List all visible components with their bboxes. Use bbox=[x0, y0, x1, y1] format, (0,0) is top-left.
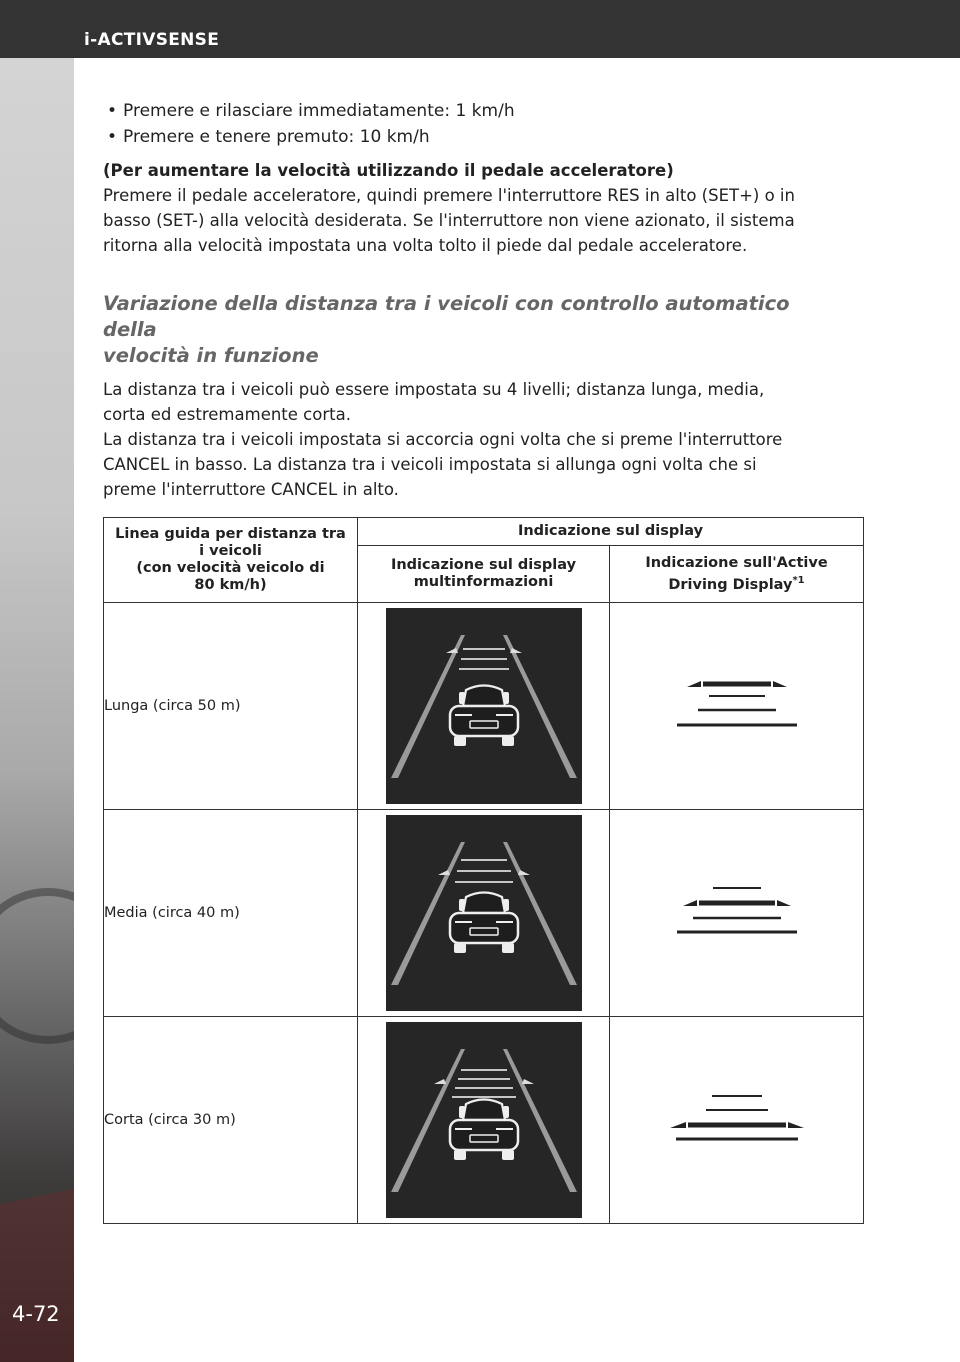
distance-table bbox=[103, 517, 864, 1224]
header-line: Linea guida per distanza tra bbox=[115, 526, 346, 542]
car-rear-icon bbox=[450, 893, 518, 954]
page-number: 4-72 bbox=[12, 1302, 60, 1326]
distance-label: Corta (circa 30 m) bbox=[104, 1017, 358, 1224]
active-driving-display-image bbox=[610, 810, 864, 1017]
footnote-marker: *1 bbox=[792, 574, 805, 586]
bullet-item: • Premere e tenere premuto: 10 km/h bbox=[103, 124, 863, 150]
active-driving-display-header bbox=[610, 545, 864, 602]
distance-bars-medium-icon bbox=[667, 873, 807, 953]
header-line: 80 km/h) bbox=[194, 577, 267, 593]
distance-line: La distanza tra i veicoli impostata si accorcia ogni volta che si preme l'interruttore bbox=[103, 430, 783, 449]
multi-info-display-image bbox=[358, 810, 610, 1017]
multi-info-display-image bbox=[358, 1017, 610, 1224]
side-photo-strip bbox=[0, 58, 74, 1362]
distance-line: preme l'interruttore CANCEL in alto. bbox=[103, 480, 399, 499]
table-row bbox=[104, 810, 864, 1017]
accelerator-heading: (Per aumentare la velocità utilizzando il pedale acceleratore) bbox=[103, 161, 674, 180]
active-driving-display-image bbox=[610, 1017, 864, 1224]
accelerator-line: Premere il pedale acceleratore, quindi premere l'interruttore RES in alto (SET+) o in bbox=[103, 186, 795, 205]
distance-bars-short-icon bbox=[662, 1080, 812, 1160]
header-line: Indicazione sul display bbox=[390, 556, 577, 573]
distance-line: La distanza tra i veicoli può essere impostata su 4 livelli; distanza lunga, media, bbox=[103, 380, 765, 399]
distance-guideline-header bbox=[104, 518, 358, 603]
multi-info-display-image bbox=[358, 603, 610, 810]
bullet-item: • Premere e rilasciare immediatamente: 1 km/h bbox=[103, 98, 863, 124]
header-line: Driving Display$^{*1}$ bbox=[668, 574, 805, 593]
table-row bbox=[104, 1017, 864, 1224]
distance-title-line: velocità in funzione bbox=[103, 344, 319, 367]
main-content bbox=[103, 98, 863, 502]
car-following-long-icon bbox=[386, 608, 582, 804]
header-line: Indicazione sull'Active bbox=[645, 554, 828, 571]
active-driving-display-image bbox=[610, 603, 864, 810]
car-rear-icon bbox=[450, 686, 518, 747]
page-header bbox=[0, 0, 960, 58]
distance-line: corta ed estremamente corta. bbox=[103, 405, 351, 424]
accelerator-line: ritorna alla velocità impostata una volta tolto il piede dal pedale acceleratore. bbox=[103, 236, 748, 255]
table-row bbox=[104, 603, 864, 810]
seat-decoration bbox=[0, 1188, 74, 1362]
multi-info-display-header bbox=[358, 545, 610, 602]
header-line: i veicoli bbox=[199, 543, 262, 559]
distance-line: CANCEL in basso. La distanza tra i veicoli impostata si allunga ogni volta che si bbox=[103, 455, 757, 474]
header-line: (con velocità veicolo di bbox=[136, 560, 325, 576]
distance-label: Lunga (circa 50 m) bbox=[104, 603, 358, 810]
steering-wheel-decoration bbox=[0, 888, 74, 1044]
header-line: multinformazioni bbox=[413, 573, 554, 590]
distance-bars-long-icon bbox=[667, 666, 807, 746]
car-rear-icon bbox=[450, 1100, 518, 1161]
distance-title-line: Variazione della distanza tra i veicoli con controllo automatico della bbox=[103, 292, 790, 341]
distance-section-title bbox=[103, 291, 823, 369]
display-indication-header: Indicazione sul display bbox=[358, 518, 864, 546]
section-title: i-ACTIVSENSE bbox=[84, 30, 220, 50]
distance-label: Media (circa 40 m) bbox=[104, 810, 358, 1017]
car-following-medium-icon bbox=[386, 815, 582, 1011]
car-following-short-icon bbox=[386, 1022, 582, 1218]
accelerator-line: basso (SET-) alla velocità desiderata. Se l'interruttore non viene azionato, il sistema bbox=[103, 211, 795, 230]
